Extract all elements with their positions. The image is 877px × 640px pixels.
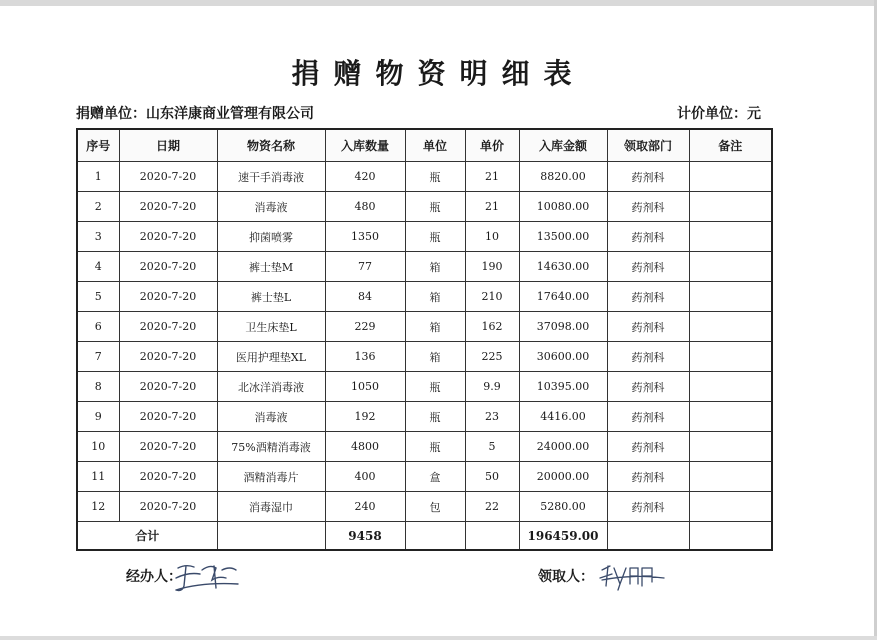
cell-amount: 30600.00 xyxy=(519,342,607,372)
cell-amount: 13500.00 xyxy=(519,222,607,252)
cell-date: 2020-7-20 xyxy=(119,162,217,192)
cell-unit-price: 225 xyxy=(465,342,519,372)
header-row xyxy=(77,129,772,162)
cell-remarks xyxy=(689,462,772,492)
cell-quantity: 84 xyxy=(325,282,405,312)
handler-signature xyxy=(172,556,242,596)
cell-unit-price: 190 xyxy=(465,252,519,282)
cell-department: 药剂科 xyxy=(607,252,689,282)
cell-department: 药剂科 xyxy=(607,342,689,372)
cell-unit: 箱 xyxy=(405,252,465,282)
cell-amount: 20000.00 xyxy=(519,462,607,492)
cell-quantity: 4800 xyxy=(325,432,405,462)
cell-index: 5 xyxy=(77,282,119,312)
cell-index: 11 xyxy=(77,462,119,492)
header-department: 领取部门 xyxy=(607,129,689,162)
cell-date: 2020-7-20 xyxy=(119,252,217,282)
cell-amount: 24000.00 xyxy=(519,432,607,462)
cell-department: 药剂科 xyxy=(607,162,689,192)
cell-item-name: 酒精消毒片 xyxy=(217,462,325,492)
cell-item-name: 速干手消毒液 xyxy=(217,162,325,192)
receiver-signature xyxy=(598,560,668,592)
cell-unit-price: 23 xyxy=(465,402,519,432)
cell-item-name: 75%酒精消毒液 xyxy=(217,432,325,462)
cell-item-name: 卫生床垫L xyxy=(217,312,325,342)
scan-edge-bottom xyxy=(0,636,877,640)
cell-remarks xyxy=(689,282,772,312)
cell-item-name: 消毒液 xyxy=(217,192,325,222)
cell-date: 2020-7-20 xyxy=(119,222,217,252)
total-label: 合计 xyxy=(77,522,217,551)
header-quantity: 入库数量 xyxy=(325,129,405,162)
cell-unit-price: 5 xyxy=(465,432,519,462)
cell-remarks xyxy=(689,492,772,522)
cell-unit: 包 xyxy=(405,492,465,522)
total-department-empty xyxy=(607,522,689,551)
cell-department: 药剂科 xyxy=(607,462,689,492)
cell-department: 药剂科 xyxy=(607,282,689,312)
table-row xyxy=(77,192,772,222)
cell-date: 2020-7-20 xyxy=(119,192,217,222)
cell-remarks xyxy=(689,432,772,462)
receiver-label: 领取人： xyxy=(538,569,594,585)
cell-unit-price: 21 xyxy=(465,162,519,192)
cell-item-name: 抑菌喷雾 xyxy=(217,222,325,252)
cell-date: 2020-7-20 xyxy=(119,402,217,432)
cell-quantity: 400 xyxy=(325,462,405,492)
total-remarks-empty xyxy=(689,522,772,551)
cell-unit: 盒 xyxy=(405,462,465,492)
cell-index: 7 xyxy=(77,342,119,372)
cell-quantity: 192 xyxy=(325,402,405,432)
header-unit-price: 单价 xyxy=(465,129,519,162)
cell-date: 2020-7-20 xyxy=(119,462,217,492)
total-price-empty xyxy=(465,522,519,551)
cell-department: 药剂科 xyxy=(607,432,689,462)
cell-remarks xyxy=(689,252,772,282)
table-row xyxy=(77,312,772,342)
header-amount: 入库金额 xyxy=(519,129,607,162)
cell-index: 1 xyxy=(77,162,119,192)
document-title: 捐赠物资明细表 xyxy=(291,57,586,90)
table-row xyxy=(77,342,772,372)
cell-unit-price: 22 xyxy=(465,492,519,522)
cell-index: 8 xyxy=(77,372,119,402)
cell-index: 10 xyxy=(77,432,119,462)
cell-unit: 箱 xyxy=(405,282,465,312)
cell-index: 6 xyxy=(77,312,119,342)
cell-date: 2020-7-20 xyxy=(119,342,217,372)
header-remarks: 备注 xyxy=(689,129,772,162)
header-item-name: 物资名称 xyxy=(217,129,325,162)
cell-unit: 箱 xyxy=(405,312,465,342)
cell-amount: 10080.00 xyxy=(519,192,607,222)
cell-amount: 10395.00 xyxy=(519,372,607,402)
cell-amount: 4416.00 xyxy=(519,402,607,432)
cell-unit: 瓶 xyxy=(405,432,465,462)
cell-unit: 瓶 xyxy=(405,192,465,222)
cell-unit: 箱 xyxy=(405,342,465,372)
cell-index: 9 xyxy=(77,402,119,432)
cell-unit: 瓶 xyxy=(405,372,465,402)
cell-remarks xyxy=(689,162,772,192)
pricing-unit: 计价单位：元 xyxy=(677,106,761,122)
cell-amount: 37098.00 xyxy=(519,312,607,342)
cell-item-name: 消毒液 xyxy=(217,402,325,432)
cell-unit: 瓶 xyxy=(405,162,465,192)
cell-date: 2020-7-20 xyxy=(119,282,217,312)
cell-department: 药剂科 xyxy=(607,192,689,222)
table-row xyxy=(77,462,772,492)
cell-index: 12 xyxy=(77,492,119,522)
cell-index: 2 xyxy=(77,192,119,222)
cell-remarks xyxy=(689,192,772,222)
table-row xyxy=(77,252,772,282)
total-amount: 196459.00 xyxy=(519,522,607,551)
cell-quantity: 1050 xyxy=(325,372,405,402)
cell-department: 药剂科 xyxy=(607,372,689,402)
header-date: 日期 xyxy=(119,129,217,162)
cell-item-name: 消毒湿巾 xyxy=(217,492,325,522)
table-row xyxy=(77,162,772,192)
donor-unit: 捐赠单位：山东洋康商业管理有限公司 xyxy=(76,106,314,122)
donation-table xyxy=(76,128,773,551)
total-quantity: 9458 xyxy=(325,522,405,551)
cell-unit-price: 210 xyxy=(465,282,519,312)
table-row xyxy=(77,282,772,312)
cell-quantity: 480 xyxy=(325,192,405,222)
cell-quantity: 1350 xyxy=(325,222,405,252)
cell-amount: 5280.00 xyxy=(519,492,607,522)
cell-unit-price: 9.9 xyxy=(465,372,519,402)
cell-date: 2020-7-20 xyxy=(119,492,217,522)
cell-remarks xyxy=(689,342,772,372)
cell-remarks xyxy=(689,222,772,252)
cell-remarks xyxy=(689,372,772,402)
cell-index: 3 xyxy=(77,222,119,252)
cell-date: 2020-7-20 xyxy=(119,312,217,342)
cell-unit: 瓶 xyxy=(405,222,465,252)
cell-remarks xyxy=(689,402,772,432)
cell-date: 2020-7-20 xyxy=(119,372,217,402)
cell-department: 药剂科 xyxy=(607,402,689,432)
cell-department: 药剂科 xyxy=(607,312,689,342)
total-item-name-empty xyxy=(217,522,325,551)
cell-amount: 14630.00 xyxy=(519,252,607,282)
cell-unit: 瓶 xyxy=(405,402,465,432)
handler-label: 经办人： xyxy=(126,569,182,585)
table-row xyxy=(77,402,772,432)
cell-item-name: 医用护理垫XL xyxy=(217,342,325,372)
cell-item-name: 裤士垫L xyxy=(217,282,325,312)
cell-quantity: 229 xyxy=(325,312,405,342)
cell-quantity: 77 xyxy=(325,252,405,282)
header-index: 序号 xyxy=(77,129,119,162)
cell-department: 药剂科 xyxy=(607,492,689,522)
table-row xyxy=(77,492,772,522)
total-row xyxy=(77,522,772,551)
cell-quantity: 420 xyxy=(325,162,405,192)
header-unit: 单位 xyxy=(405,129,465,162)
cell-remarks xyxy=(689,312,772,342)
cell-item-name: 裤士垫M xyxy=(217,252,325,282)
scan-edge-top xyxy=(0,0,877,6)
cell-unit-price: 21 xyxy=(465,192,519,222)
cell-unit-price: 10 xyxy=(465,222,519,252)
cell-quantity: 240 xyxy=(325,492,405,522)
cell-department: 药剂科 xyxy=(607,222,689,252)
cell-unit-price: 162 xyxy=(465,312,519,342)
cell-date: 2020-7-20 xyxy=(119,432,217,462)
cell-quantity: 136 xyxy=(325,342,405,372)
cell-amount: 8820.00 xyxy=(519,162,607,192)
cell-item-name: 北冰洋消毒液 xyxy=(217,372,325,402)
total-unit-empty xyxy=(405,522,465,551)
table-row xyxy=(77,222,772,252)
cell-amount: 17640.00 xyxy=(519,282,607,312)
cell-index: 4 xyxy=(77,252,119,282)
table-row xyxy=(77,372,772,402)
table-row xyxy=(77,432,772,462)
cell-unit-price: 50 xyxy=(465,462,519,492)
